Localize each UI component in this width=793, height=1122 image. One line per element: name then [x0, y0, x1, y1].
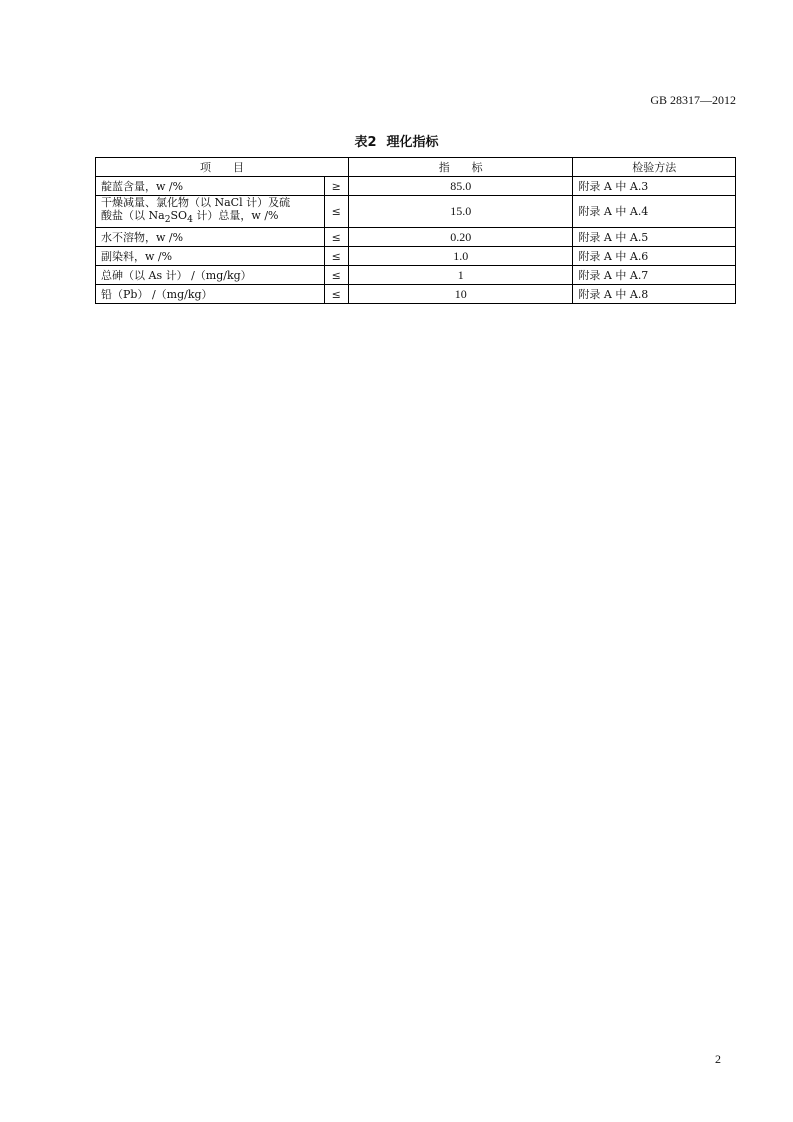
- row-item-line1: 干燥减量、氯化物（以 NaCl 计）及硫: [101, 196, 291, 210]
- row-item: 副染料，w /%: [96, 247, 325, 266]
- subscript-4: 4: [187, 214, 193, 226]
- header-item: 项 目: [96, 158, 349, 177]
- row-method: 附录 A 中 A.3: [573, 177, 736, 196]
- table-row: [96, 266, 736, 285]
- standard-code: GB 28317—2012: [650, 93, 736, 107]
- row-operator: ≤: [324, 196, 348, 228]
- table-row: [96, 228, 736, 247]
- table-title: 理化指标: [386, 135, 439, 150]
- row-method: 附录 A 中 A.4: [573, 196, 736, 228]
- table-header-row: [96, 158, 736, 177]
- row-operator: ≤: [324, 247, 348, 266]
- row-operator: ≤: [324, 266, 348, 285]
- row-value: 1.0: [348, 247, 573, 266]
- row-method: 附录 A 中 A.8: [573, 285, 736, 304]
- physicochemical-spec-table: [95, 157, 736, 304]
- row-value: 15.0: [348, 196, 573, 228]
- row-item-line2: 酸盐（以 $Na_2SO_4$ 计）总量，w /%: [101, 209, 279, 226]
- header-method: 检验方法: [573, 158, 736, 177]
- row-method: 附录 A 中 A.7: [573, 266, 736, 285]
- table-row: [96, 177, 736, 196]
- table-row: [96, 196, 736, 228]
- subscript-2: 2: [164, 214, 171, 226]
- row-value: 0.20: [348, 228, 573, 247]
- row-method: 附录 A 中 A.6: [573, 247, 736, 266]
- page-number: 2: [715, 1052, 721, 1066]
- table-row: [96, 247, 736, 266]
- row-operator: ≥: [324, 177, 348, 196]
- table-number: 表2: [354, 135, 377, 150]
- row-item: [96, 196, 325, 228]
- row-method: 附录 A 中 A.5: [573, 228, 736, 247]
- row-item: 总砷（以 As 计） /（mg/kg）: [96, 266, 325, 285]
- row-item: 铅（Pb） /（mg/kg）: [96, 285, 325, 304]
- header-value: 指 标: [348, 158, 573, 177]
- row-value: 10: [348, 285, 573, 304]
- row-item: 水不溶物，w /%: [96, 228, 325, 247]
- row-operator: ≤: [324, 285, 348, 304]
- table-caption: [0, 131, 793, 150]
- row-item: 靛蓝含量，w /%: [96, 177, 325, 196]
- row-value: 85.0: [348, 177, 573, 196]
- table-row: [96, 285, 736, 304]
- row-operator: ≤: [324, 228, 348, 247]
- row-value: 1: [348, 266, 573, 285]
